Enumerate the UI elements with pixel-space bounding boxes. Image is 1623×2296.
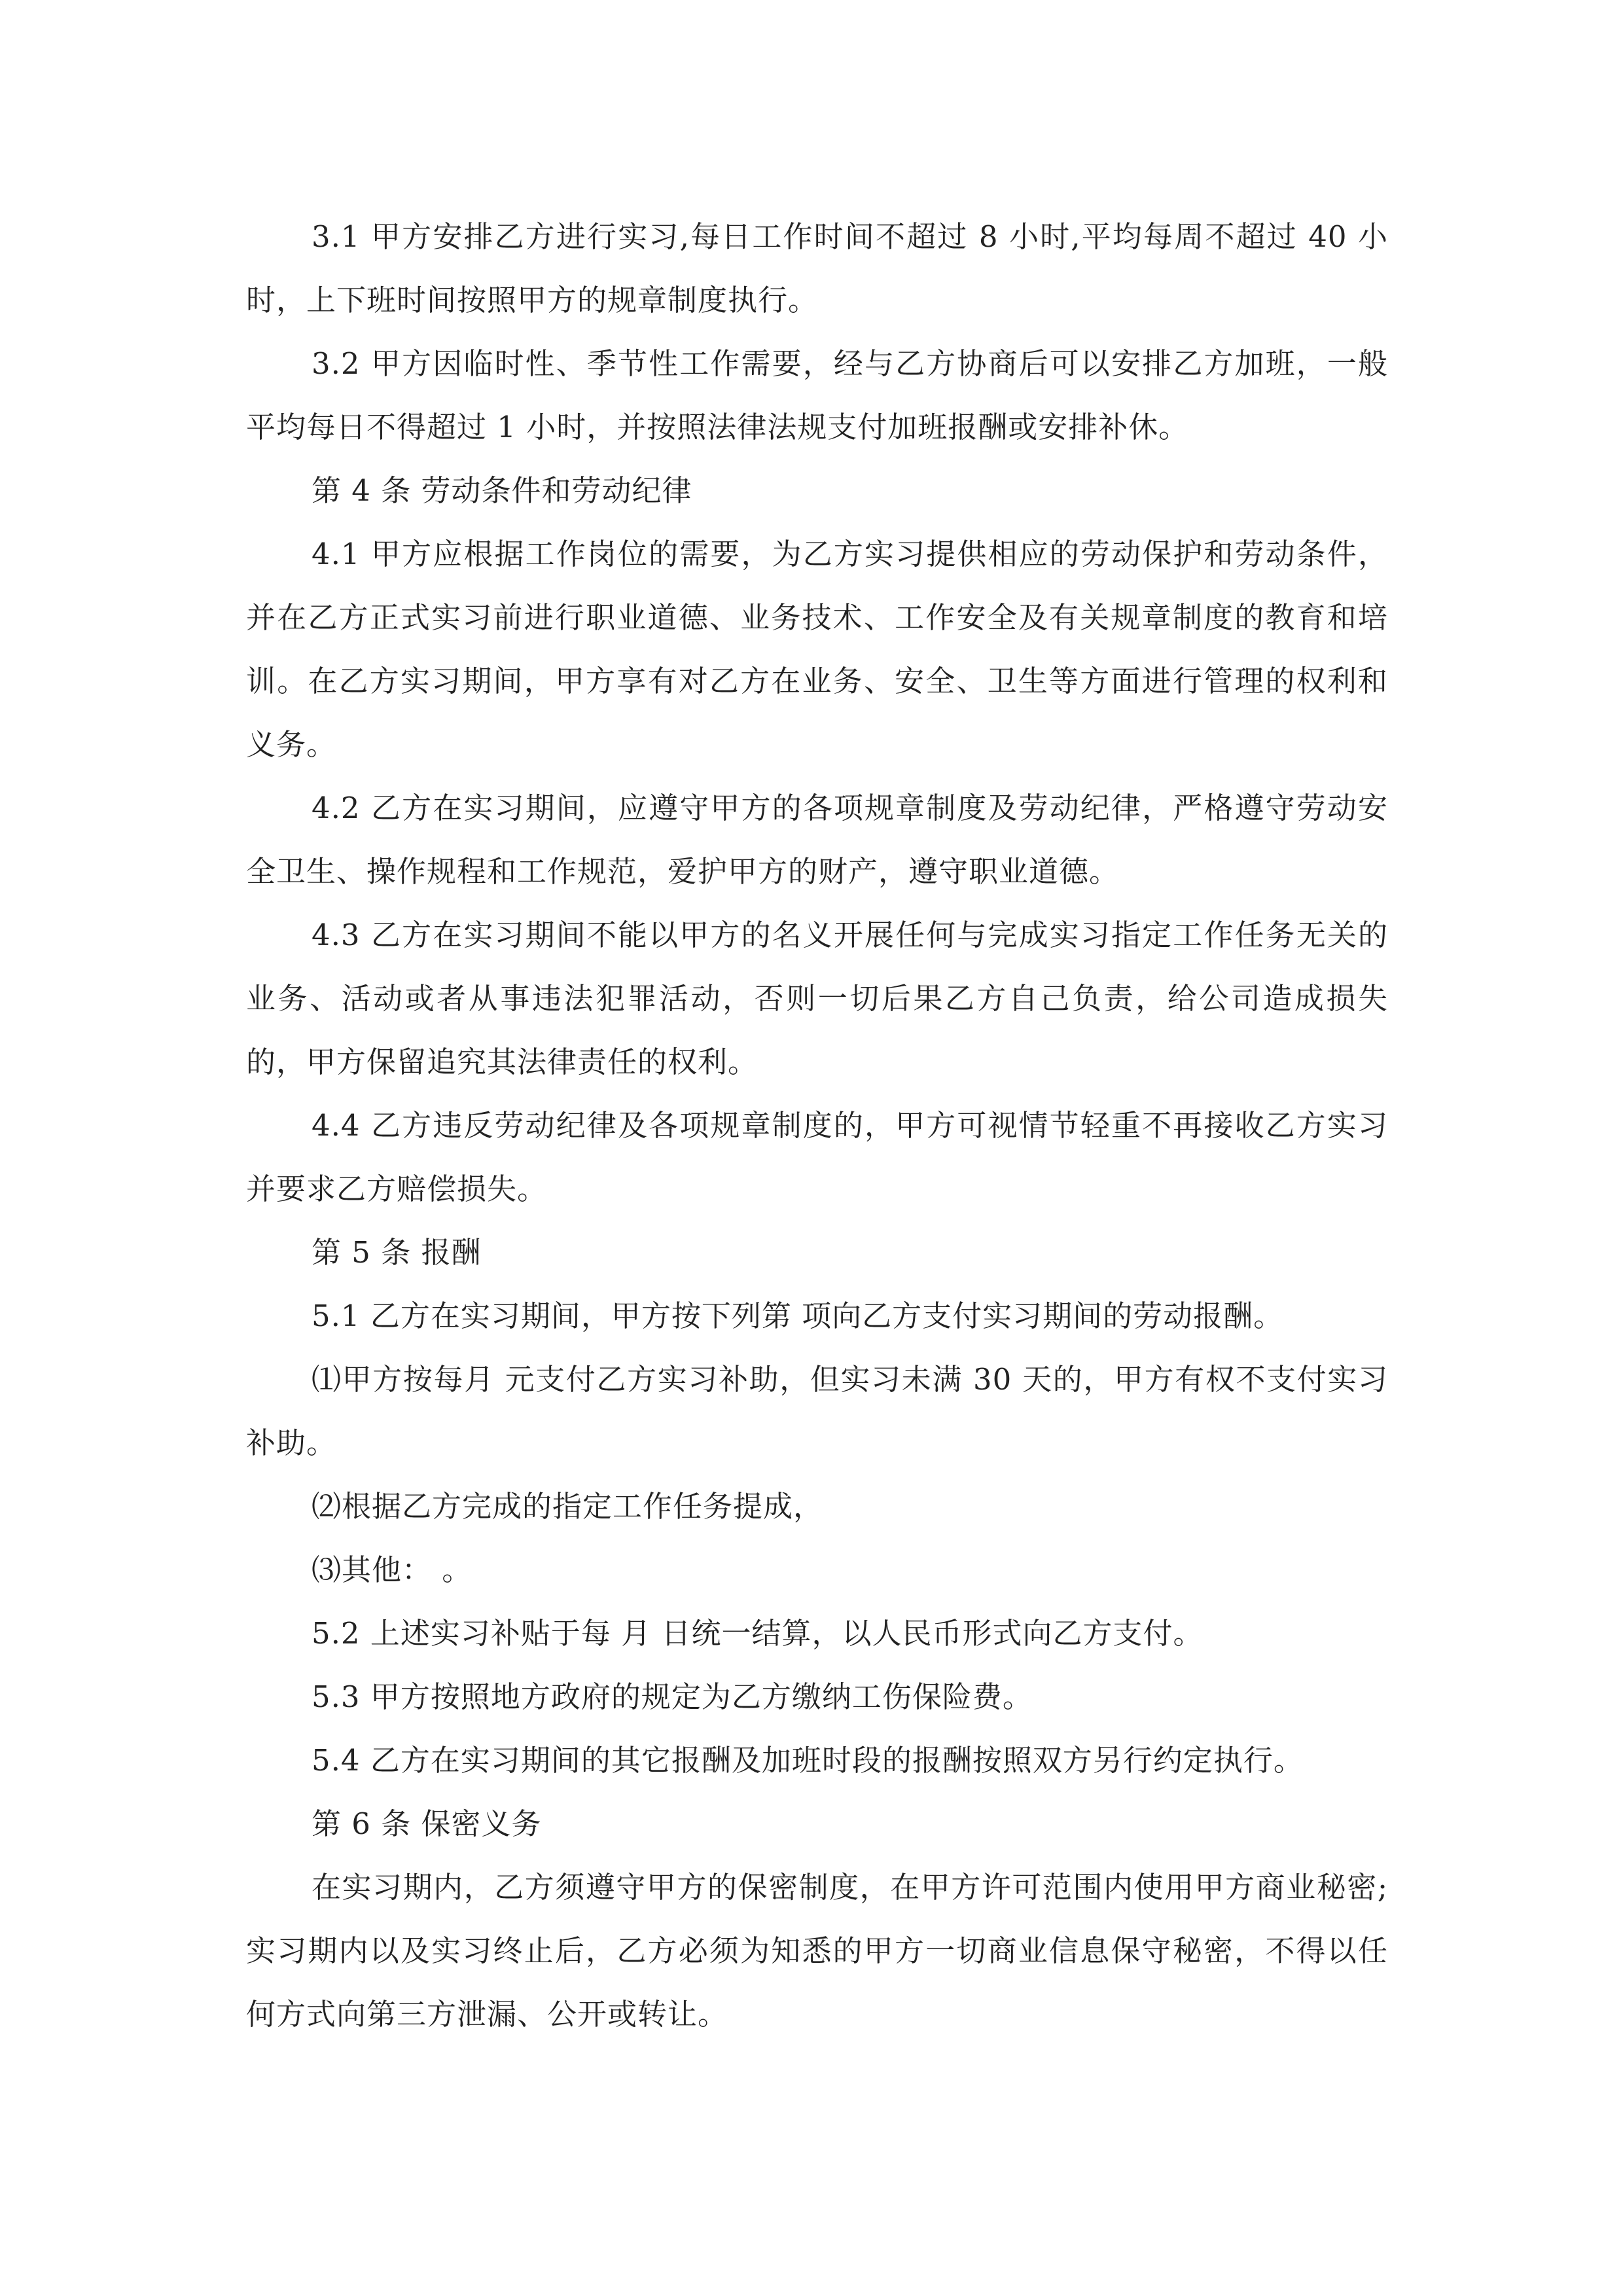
clause-3-1: 3.1 甲方安排乙方进行实习,每日工作时间不超过 8 小时,平均每周不超过 40 小时，上下班时间按照甲方的规章制度执行。 bbox=[246, 219, 1388, 317]
clause-3-2: 3.2 甲方因临时性、季节性工作需要，经与乙方协商后可以安排乙方加班，一般平均每日不得超过 1 小时，并按照法律法规支付加班报酬或安排补休。 bbox=[246, 346, 1388, 444]
clause-4-2: 4.2 乙方在实习期间，应遵守甲方的各项规章制度及劳动纪律，严格遵守劳动安全卫生、操作规程和工作规范，爱护甲方的财产，遵守职业道德。 bbox=[246, 791, 1388, 889]
clause-6-body: 在实习期内，乙方须遵守甲方的保密制度，在甲方许可范围内使用甲方商业秘密;实习期内以及实习终止后，乙方必须为知悉的甲方一切商业信息保守秘密，不得以任何方式向第三方泄漏、公开或转让。 bbox=[246, 1870, 1388, 2032]
clause-5-1-item-2: ⑵根据乙方完成的指定工作任务提成， bbox=[312, 1489, 824, 1524]
clause-5-1-item-3: ⑶其他： 。 bbox=[312, 1552, 473, 1587]
clause-5-4: 5.4 乙方在实习期间的其它报酬及加班时段的报酬按照双方另行约定执行。 bbox=[312, 1743, 1304, 1778]
clause-5-2: 5.2 上述实习补贴于每 月 日统一结算，以人民币形式向乙方支付。 bbox=[312, 1616, 1204, 1651]
clause-4-4: 4.4 乙方违反劳动纪律及各项规章制度的，甲方可视情节轻重不再接收乙方实习并要求乙方赔偿损失。 bbox=[246, 1108, 1388, 1206]
clause-4-3: 4.3 乙方在实习期间不能以甲方的名义开展任何与完成实习指定工作任务无关的业务、活动或者从事违法犯罪活动，否则一切后果乙方自己负责，给公司造成损失的，甲方保留追究其法律责任的权利。 bbox=[246, 918, 1388, 1079]
article-5-heading: 第 5 条 报酬 bbox=[312, 1235, 482, 1270]
clause-4-1: 4.1 甲方应根据工作岗位的需要，为乙方实习提供相应的劳动保护和劳动条件，并在乙方正式实习前进行职业道德、业务技术、工作安全及有关规章制度的教育和培训。在乙方实习期间，甲方享有对乙方在业务、安全、卫生等方面进行管理的权利和义务。 bbox=[246, 537, 1388, 762]
article-6-heading: 第 6 条 保密义务 bbox=[312, 1806, 542, 1841]
document-body bbox=[246, 205, 1388, 2046]
clause-5-1: 5.1 乙方在实习期间，甲方按下列第 项向乙方支付实习期间的劳动报酬。 bbox=[312, 1299, 1284, 1333]
clause-5-1-item-1: ⑴甲方按每月 元支付乙方实习补助，但实习未满 30 天的，甲方有权不支付实习补助。 bbox=[246, 1362, 1388, 1460]
clause-5-3: 5.3 甲方按照地方政府的规定为乙方缴纳工伤保险费。 bbox=[312, 1679, 1033, 1714]
article-4-heading: 第 4 条 劳动条件和劳动纪律 bbox=[312, 473, 692, 508]
